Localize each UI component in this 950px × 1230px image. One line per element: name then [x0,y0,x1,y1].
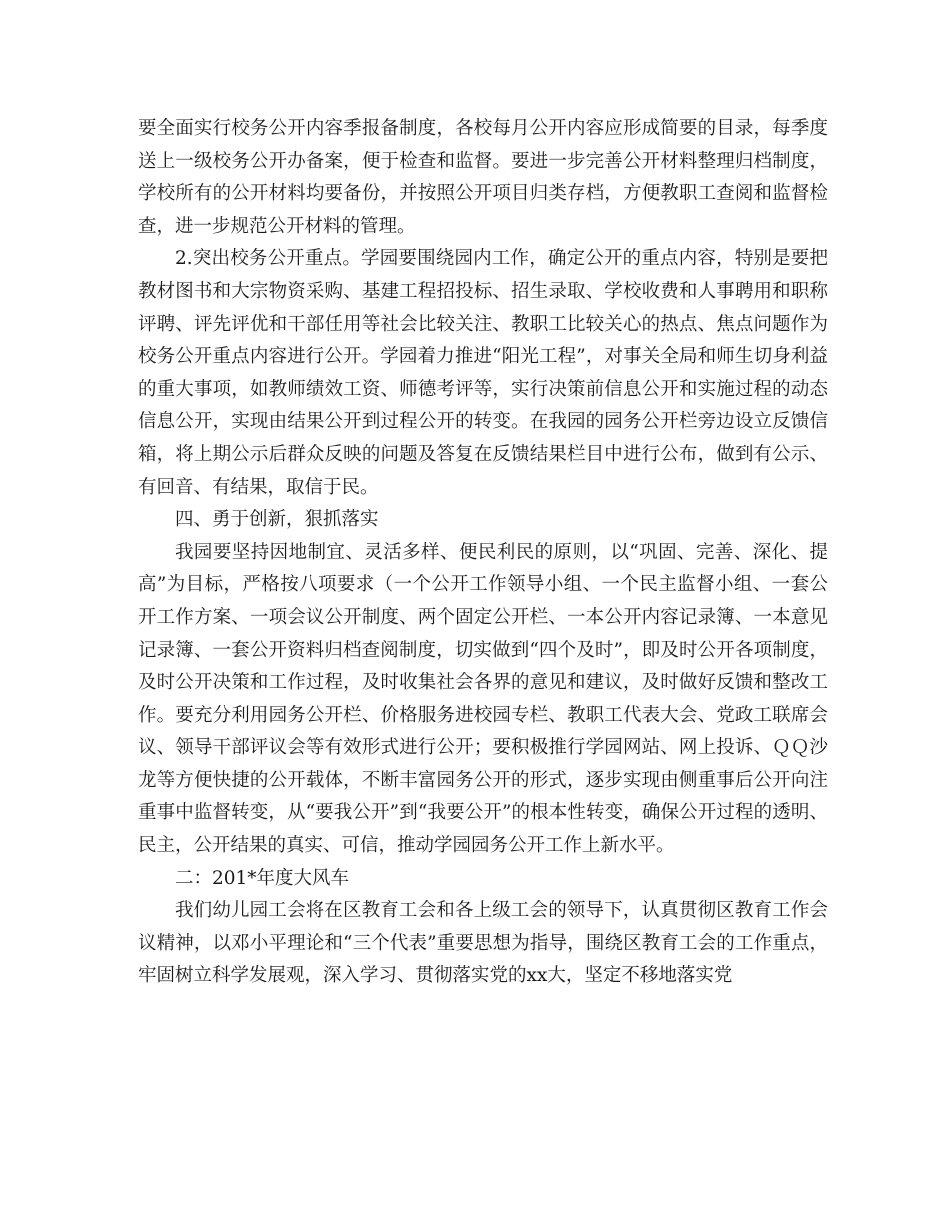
paragraph-union-work: 我们幼儿园工会将在区教育工会和各上级工会的领导下，认真贯彻区教育工作会议精神，以邓小平理论和“三个代表”重要思想为指导，围绕区教育工会的工作重点，牢固树立科学发展观，深入学习、贯彻落实党的xx大，坚定不移地落实党 [138,900,828,987]
document-body [138,113,828,993]
section-heading-innovation: 四、勇于创新，狠抓落实 [175,509,379,531]
section-heading-annual: 二：201*年度大风车 [175,867,350,889]
paragraph-continuation: 要全面实行校务公开内容季报备制度，各校每月公开内容应形成简要的目录，每季度送上一级校务公开办备案，便于检查和监督。要进一步完善公开材料整理归档制度，学校所有的公开材料均要备份，并按照公开项目归类存档，方便教职工查阅和监督检查，进一步规范公开材料的管理。 [138,118,828,237]
paragraph-principles: 我园要坚持因地制宜、灵活多样、便民利民的原则，以“巩固、完善、深化、提高”为目标，严格按八项要求（一个公开工作领导小组、一个民主监督小组、一套公开工作方案、一项会议公开制度、两个固定公开栏、一本公开内容记录簿、一本意见记录簿、一套公开资料归档查阅制度，切实做到“四个及时”，即及时公开各项制度，及时公开决策和工作过程，及时收集社会各界的意见和建议，及时做好反馈和整改工作。要充分利用园务公开栏、价格服务进校园专栏、教职工代表大会、党政工联席会议、领导干部评议会等有效形式进行公开；要积极推行学园网站、网上投诉、ＱＱ沙龙等方便快捷的公开载体，不断丰富园务公开的形式，逐步实现由侧重事后公开向注重事中监督转变，从“要我公开”到“我要公开”的根本性转变，确保公开过程的透明、民主，公开结果的真实、可信，推动学园园务公开工作上新水平。 [138,541,828,857]
paragraph-highlight-focus: 2.突出校务公开重点。学园要围绕园内工作，确定公开的重点内容，特别是要把教材图书和大宗物资采购、基建工程招投标、招生录取、学校收费和人事聘用和职称评聘、评先评优和干部任用等社会比较关注、教职工比较关心的热点、焦点问题作为校务公开重点内容进行公开。学园着力推进“阳光工程”，对事关全局和师生切身利益的重大事项，如教师绩效工资、师德考评等，实行决策前信息公开和实施过程的动态信息公开，实现由结果公开到过程公开的转变。在我园的园务公开栏旁边设立反馈信箱，将上期公示后群众反映的问题及答复在反馈结果栏目中进行公布，做到有公示、有回音、有结果，取信于民。 [138,248,828,498]
